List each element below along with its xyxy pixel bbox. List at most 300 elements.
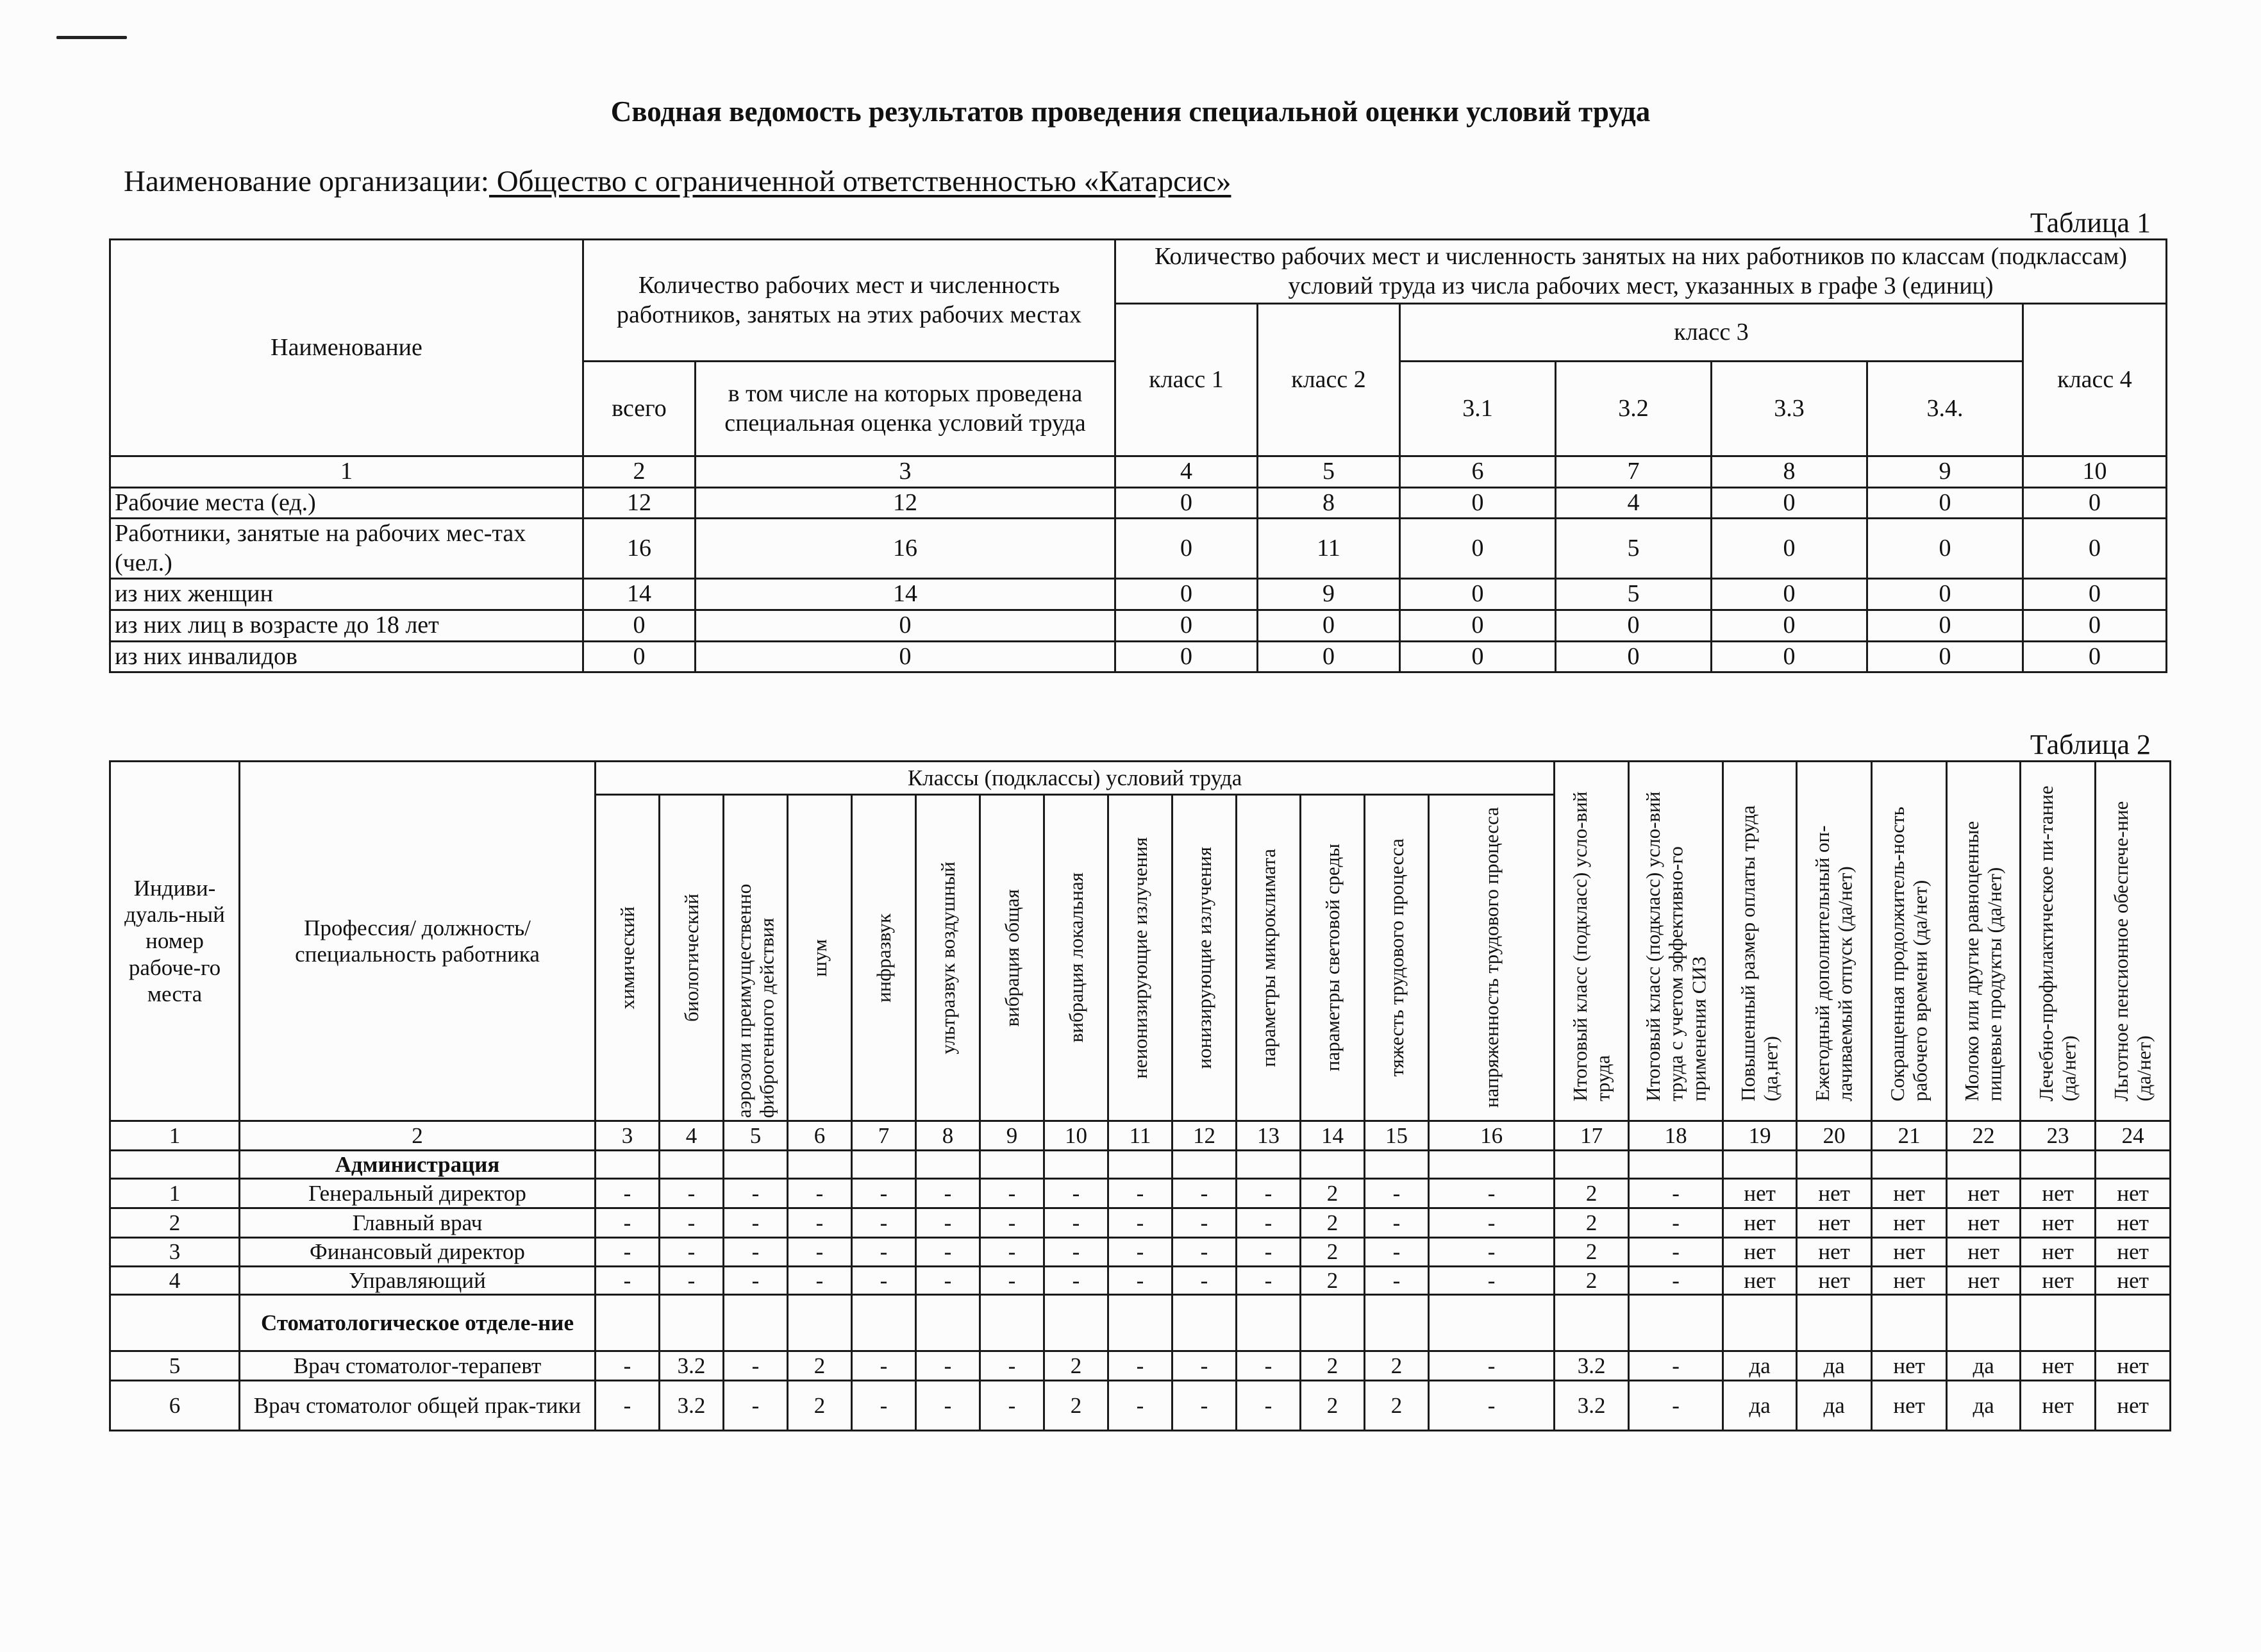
t1-cell: 12 [696,487,1115,519]
t1-cell: 0 [1258,641,1400,672]
table-row [110,487,2167,519]
t1-header-total: всего [583,362,696,456]
t2-col-number: 7 [852,1121,916,1151]
t2-cell: нет [1872,1351,1947,1380]
t2-header-factor-2: аэрозоли преимущественно фиброгенного действия [724,795,788,1121]
section-empty-cell [1872,1294,1947,1351]
t2-cell: - [1237,1380,1301,1430]
t2-cell: да [1723,1351,1797,1380]
section-empty-cell [1172,1151,1237,1179]
t2-cell: - [724,1179,788,1208]
section-empty-cell [788,1294,852,1351]
t2-col-number: 17 [1555,1121,1629,1151]
t2-cell: - [1629,1179,1723,1208]
table-row [110,1266,2171,1294]
t2-cell: - [724,1266,788,1294]
t2-cell: - [1429,1266,1555,1294]
t1-header-group-a: Количество рабочих мест и численность работников, занятых на этих рабочих местах [583,240,1115,362]
t2-cell: нет [1723,1208,1797,1238]
t2-cell: - [788,1179,852,1208]
t2-header-factor-6: вибрация общая [980,795,1044,1121]
t2-cell: нет [2021,1238,2096,1266]
t2-cell: - [1237,1208,1301,1238]
t2-header-extra-4: Сокращенная продолжитель-ность рабочего времени (да/нет) [1872,762,1947,1121]
t1-cell: 0 [696,641,1115,672]
t2-cell: - [1429,1208,1555,1238]
section-empty-cell [1629,1151,1723,1179]
t2-col-number: 2 [240,1121,596,1151]
t2-cell: - [1044,1266,1108,1294]
t1-cell: 0 [1712,579,1867,610]
t1-header-c34: 3.4. [1867,362,2023,456]
section-empty-cell [1723,1294,1797,1351]
t1-col-number: 4 [1115,456,1258,488]
t2-cell: - [916,1179,980,1208]
t2-header-extra-1: Итоговый класс (подкласс) усло-вий труда с учетом эффективно-го применения СИЗ [1629,762,1723,1121]
t2-cell: 3.2 [660,1351,724,1380]
t1-cell: 8 [1258,487,1400,519]
table-row [110,1179,2171,1208]
section-empty-cell [110,1294,240,1351]
t2-cell: нет [1872,1179,1947,1208]
section-empty-cell [2021,1294,2096,1351]
t2-cell: нет [1872,1238,1947,1266]
t2-col-number: 18 [1629,1121,1723,1151]
t2-cell: - [724,1380,788,1430]
workplace-name: Генеральный директор [240,1179,596,1208]
workplace-name: Врач стоматолог общей прак-тики [240,1380,596,1430]
t1-cell: 14 [583,579,696,610]
t2-cell: - [1237,1351,1301,1380]
t1-header-c33: 3.3 [1712,362,1867,456]
t1-cell: 0 [1556,641,1712,672]
t2-header-extra-7: Льготное пенсионное обеспече-ние (да/нет) [2096,762,2171,1121]
section-empty-cell [1172,1294,1237,1351]
t2-col-number: 14 [1301,1121,1365,1151]
t2-cell: нет [1723,1179,1797,1208]
t2-cell: нет [1947,1238,2021,1266]
t2-cell: 2 [1301,1238,1365,1266]
table-row [110,610,2167,641]
t2-cell: нет [1723,1266,1797,1294]
section-empty-cell [1629,1294,1723,1351]
t2-cell: нет [2096,1351,2171,1380]
table-row [110,1238,2171,1266]
table-row [110,1208,2171,1238]
t2-cell: нет [2096,1208,2171,1238]
section-empty-cell [724,1151,788,1179]
t2-cell: - [916,1380,980,1430]
table-row [110,1351,2171,1380]
t2-header-extra-5: Молоко или другие равноценные пищевые продукты (да/нет) [1947,762,2021,1121]
t2-cell: - [1108,1208,1172,1238]
t1-cell: 0 [2023,610,2167,641]
t1-cell: 0 [1115,519,1258,579]
section-empty-cell [1108,1151,1172,1179]
t2-cell: - [596,1238,660,1266]
t1-cell: 0 [2023,519,2167,579]
t2-cell: - [596,1179,660,1208]
t2-cell: - [1108,1266,1172,1294]
organization-label: Наименование организации: [124,165,489,198]
t1-cell: 0 [1115,579,1258,610]
t2-col-number: 12 [1172,1121,1237,1151]
t2-cell: 3.2 [660,1380,724,1430]
t1-col-number: 6 [1400,456,1556,488]
section-empty-cell [1947,1151,2021,1179]
t2-cell: 2 [1555,1266,1629,1294]
t1-header-class1: класс 1 [1115,304,1258,456]
t1-cell: 0 [583,641,696,672]
t2-cell: - [916,1208,980,1238]
t2-cell: - [1629,1208,1723,1238]
workplace-id: 4 [110,1266,240,1294]
t1-cell: 0 [1400,610,1556,641]
t1-cell: 0 [1400,579,1556,610]
section-empty-cell [852,1151,916,1179]
section-empty-cell [1108,1294,1172,1351]
t2-cell: - [980,1380,1044,1430]
t1-cell: 0 [1712,641,1867,672]
t1-cell: 0 [1867,579,2023,610]
t2-cell: да [1797,1351,1872,1380]
t2-col-number: 21 [1872,1121,1947,1151]
t2-cell: - [660,1179,724,1208]
t1-row-name: из них женщин [110,579,583,610]
t1-col-number: 2 [583,456,696,488]
t2-cell: 2 [1301,1179,1365,1208]
t2-cell: - [788,1266,852,1294]
t2-header-factor-8: неионизирующие излучения [1108,795,1172,1121]
t2-cell: да [1947,1351,2021,1380]
section-empty-cell [1044,1294,1108,1351]
t2-col-number: 10 [1044,1121,1108,1151]
t2-cell: - [724,1351,788,1380]
section-row [110,1294,2171,1351]
section-title: Стоматологическое отделе-ние [240,1294,596,1351]
section-empty-cell [1797,1151,1872,1179]
t1-header-group-b: Количество рабочих мест и численность занятых на них работников по классам (подклассам) условий труда из числа рабочих мест, указанных в графе 3 (единиц) [1115,240,2167,304]
section-empty-cell [596,1294,660,1351]
section-empty-cell [1301,1151,1365,1179]
t2-cell: нет [2096,1179,2171,1208]
t2-cell: - [1172,1179,1237,1208]
t1-cell: 0 [1400,519,1556,579]
t2-col-number: 24 [2096,1121,2171,1151]
t2-cell: - [596,1380,660,1430]
t2-cell: - [1629,1238,1723,1266]
t2-cell: - [852,1208,916,1238]
section-empty-cell [1555,1294,1629,1351]
t2-cell: - [1429,1179,1555,1208]
t2-col-number: 9 [980,1121,1044,1151]
t2-col-number: 11 [1108,1121,1172,1151]
t2-cell: - [1108,1179,1172,1208]
t2-cell: да [1723,1380,1797,1430]
t2-cell: да [1797,1380,1872,1430]
t2-cell: нет [2096,1238,2171,1266]
t2-cell: - [980,1351,1044,1380]
t2-cell: 2 [1555,1238,1629,1266]
t1-col-number: 7 [1556,456,1712,488]
t2-cell: нет [2021,1208,2096,1238]
section-empty-cell [980,1151,1044,1179]
t2-cell: нет [1872,1266,1947,1294]
t2-cell: - [916,1238,980,1266]
workplace-name: Врач стоматолог-терапевт [240,1351,596,1380]
section-empty-cell [1797,1294,1872,1351]
table-row [110,1380,2171,1430]
t2-header-factor-0: химический [596,795,660,1121]
organization-name: Общество с ограниченной ответственностью «Катарсис» [488,165,1231,198]
table-row [110,519,2167,579]
t2-cell: да [1947,1380,2021,1430]
t2-cell: - [788,1238,852,1266]
t2-cell: - [852,1380,916,1430]
workplace-name: Главный врач [240,1208,596,1238]
t2-col-number: 13 [1237,1121,1301,1151]
t2-cell: 2 [1301,1266,1365,1294]
t2-cell: 2 [1365,1351,1429,1380]
section-empty-cell [1301,1294,1365,1351]
section-empty-cell [916,1294,980,1351]
t1-cell: 16 [583,519,696,579]
t2-cell: - [788,1208,852,1238]
t1-row-name: из них лиц в возрасте до 18 лет [110,610,583,641]
t2-header-classes-group: Классы (подклассы) условий труда [596,762,1555,795]
section-empty-cell [1044,1151,1108,1179]
t2-header-factor-12: тяжесть трудового процесса [1365,795,1429,1121]
t2-col-number: 6 [788,1121,852,1151]
t1-cell: 0 [1867,487,2023,519]
t1-cell: 0 [1867,519,2023,579]
t1-header-class3: класс 3 [1400,304,2023,362]
t2-cell: - [1429,1380,1555,1430]
scan-mark [56,36,127,39]
t2-cell: нет [2021,1179,2096,1208]
t1-header-class2: класс 2 [1258,304,1400,456]
t2-cell: - [1237,1179,1301,1208]
section-empty-cell [852,1294,916,1351]
t2-cell: - [1108,1380,1172,1430]
t2-cell: нет [1947,1179,2021,1208]
section-empty-cell [2021,1151,2096,1179]
t2-cell: нет [2096,1380,2171,1430]
workplace-name: Финансовый директор [240,1238,596,1266]
t2-cell: - [852,1238,916,1266]
t2-cell: - [660,1266,724,1294]
t2-header-factor-10: параметры микроклимата [1237,795,1301,1121]
t2-cell: 2 [1301,1351,1365,1380]
t2-cell: - [724,1208,788,1238]
t2-cell: - [980,1266,1044,1294]
t1-cell: 16 [696,519,1115,579]
t1-cell: 0 [1867,610,2023,641]
t2-cell: - [852,1179,916,1208]
t2-column-numbers [110,1121,2171,1151]
t1-header-class4: класс 4 [2023,304,2167,456]
t2-col-number: 3 [596,1121,660,1151]
t1-cell: 0 [696,610,1115,641]
table2-caption: Таблица 2 [2030,729,2151,760]
t1-cell: 11 [1258,519,1400,579]
section-empty-cell [1429,1151,1555,1179]
t2-header-factor-9: ионизирующие излучения [1172,795,1237,1121]
t2-cell: нет [2096,1266,2171,1294]
t1-cell: 5 [1556,579,1712,610]
section-row [110,1151,2171,1179]
t2-cell: - [980,1179,1044,1208]
workplace-name: Управляющий [240,1266,596,1294]
t2-cell: нет [1723,1238,1797,1266]
t2-cell: - [916,1266,980,1294]
t2-col-number: 5 [724,1121,788,1151]
t2-cell: - [1044,1208,1108,1238]
t1-col-number: 10 [2023,456,2167,488]
t2-cell: 2 [1301,1380,1365,1430]
t2-cell: 2 [1555,1179,1629,1208]
t2-col-number: 20 [1797,1121,1872,1151]
t1-row-name: Работники, занятые на рабочих мес-тах (чел.) [110,519,583,579]
t2-cell: - [1365,1179,1429,1208]
summary-table [109,238,2167,673]
t2-cell: - [1629,1380,1723,1430]
t2-cell: - [1044,1179,1108,1208]
t2-cell: - [724,1238,788,1266]
t2-header-extra-3: Ежегодный дополнительный оп-лачиваемый отпуск (да/нет) [1797,762,1872,1121]
section-title: Администрация [240,1151,596,1179]
document-title: Сводная ведомость результатов проведения специальной оценки условий труда [610,96,1651,128]
t2-cell: - [1629,1351,1723,1380]
t2-col-number: 15 [1365,1121,1429,1151]
t2-header-factor-11: параметры световой среды [1301,795,1365,1121]
t2-cell: - [596,1208,660,1238]
t1-cell: 4 [1556,487,1712,519]
section-empty-cell [916,1151,980,1179]
t2-cell: - [852,1351,916,1380]
workplace-id: 2 [110,1208,240,1238]
t2-cell: нет [1872,1380,1947,1430]
t2-cell: - [852,1266,916,1294]
t2-cell: 2 [788,1380,852,1430]
t1-cell: 0 [1712,519,1867,579]
t1-row-name: из них инвалидов [110,641,583,672]
t2-cell: нет [1872,1208,1947,1238]
t2-col-number: 19 [1723,1121,1797,1151]
t1-header-c32: 3.2 [1556,362,1712,456]
t2-cell: нет [1797,1238,1872,1266]
t1-cell: 0 [2023,487,2167,519]
t1-cell: 0 [1712,487,1867,519]
t2-cell: - [1172,1208,1237,1238]
t2-header-extra-2: Повышенный размер оплаты труда (да,нет) [1723,762,1797,1121]
t2-cell: - [1429,1351,1555,1380]
t1-cell: 0 [1867,641,2023,672]
t2-cell: - [1108,1238,1172,1266]
table1-caption: Таблица 1 [2030,207,2151,238]
table-row [110,641,2167,672]
t1-cell: 0 [1712,610,1867,641]
t2-col-number: 4 [660,1121,724,1151]
t1-col-number: 9 [1867,456,2023,488]
t1-cell: 0 [583,610,696,641]
t2-col-number: 23 [2021,1121,2096,1151]
t1-cell: 0 [2023,579,2167,610]
organization-line [124,164,1231,199]
t2-cell: - [1237,1238,1301,1266]
t1-header-name: Наименование [110,240,583,456]
t2-header-profession: Профессия/ должность/ специальность работника [240,762,596,1121]
section-empty-cell [1872,1151,1947,1179]
t2-cell: - [596,1351,660,1380]
section-empty-cell [1237,1294,1301,1351]
t2-cell: 2 [1301,1208,1365,1238]
t2-cell: - [980,1238,1044,1266]
t2-header-extra-0: Итоговый класс (подкласс) усло-вий труда [1555,762,1629,1121]
t2-cell: - [1629,1266,1723,1294]
t1-cell: 0 [2023,641,2167,672]
t2-cell: 2 [1555,1208,1629,1238]
section-empty-cell [2096,1151,2171,1179]
t2-cell: 2 [1044,1351,1108,1380]
t2-col-number: 8 [916,1121,980,1151]
section-empty-cell [788,1151,852,1179]
t2-cell: - [1172,1266,1237,1294]
t1-col-number: 1 [110,456,583,488]
t1-cell: 0 [1556,610,1712,641]
section-empty-cell [660,1151,724,1179]
t2-header-factor-3: шум [788,795,852,1121]
t1-row-name: Рабочие места (ед.) [110,487,583,519]
t1-col-number: 3 [696,456,1115,488]
t2-header-extra-6: Лечебно-профилактическое пи-тание (да/нет) [2021,762,2096,1121]
t2-cell: - [596,1266,660,1294]
t2-cell: 3.2 [1555,1351,1629,1380]
t2-cell: - [1365,1238,1429,1266]
t2-header-id: Индиви-дуаль-ный номер рабоче-го места [110,762,240,1121]
t2-header-factor-1: биологический [660,795,724,1121]
t2-cell: нет [1797,1208,1872,1238]
t1-cell: 0 [1258,610,1400,641]
t2-cell: 3.2 [1555,1380,1629,1430]
t1-cell: 9 [1258,579,1400,610]
t2-cell: - [1365,1266,1429,1294]
section-empty-cell [1237,1151,1301,1179]
t2-cell: нет [1797,1266,1872,1294]
t2-cell: нет [2021,1266,2096,1294]
t2-cell: нет [1797,1179,1872,1208]
section-empty-cell [980,1294,1044,1351]
t2-cell: - [1172,1380,1237,1430]
t2-cell: - [1237,1266,1301,1294]
section-empty-cell [596,1151,660,1179]
t2-cell: - [660,1238,724,1266]
section-empty-cell [1555,1151,1629,1179]
t2-header-factor-4: инфразвук [852,795,916,1121]
t2-cell: - [660,1208,724,1238]
section-empty-cell [1947,1294,2021,1351]
section-empty-cell [1723,1151,1797,1179]
t1-cell: 0 [1400,487,1556,519]
t2-cell: - [1172,1351,1237,1380]
t2-cell: 2 [1365,1380,1429,1430]
t2-col-number: 22 [1947,1121,2021,1151]
workplace-id: 5 [110,1351,240,1380]
section-empty-cell [1365,1151,1429,1179]
t2-cell: нет [1947,1208,2021,1238]
t2-cell: нет [1947,1266,2021,1294]
t2-header-factor-7: вибрация локальная [1044,795,1108,1121]
